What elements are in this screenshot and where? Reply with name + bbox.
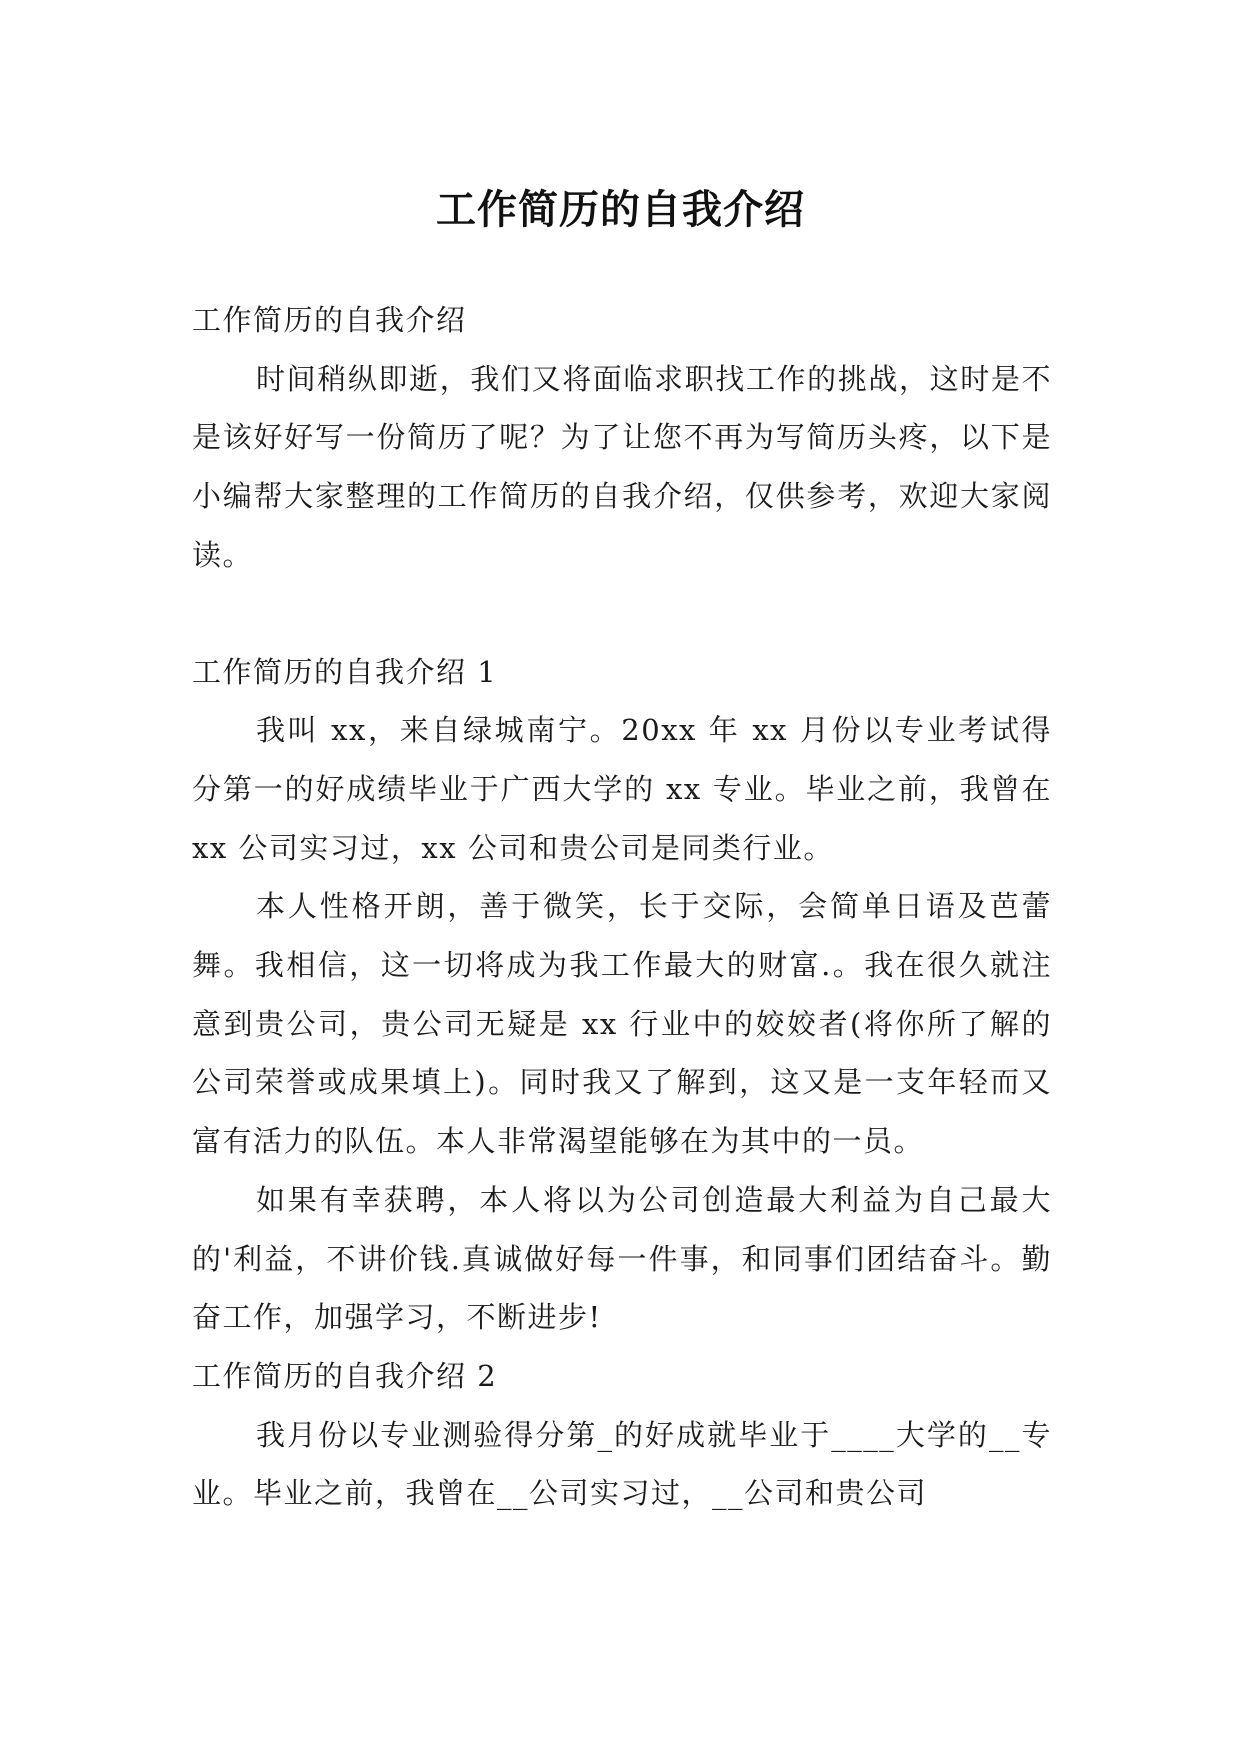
section-spacer — [192, 585, 1052, 643]
section-2-heading: 工作简历的自我介绍 2 — [192, 1358, 498, 1393]
section-1-paragraph-1: 我叫 xx，来自绿城南宁。20xx 年 xx 月份以专业考试得分第一的好成绩毕业于广西大学的 xx 专业。毕业之前，我曾在 xx 公司实习过，xx 公司和贵公司是同类行业。 — [192, 713, 1052, 865]
section-1-paragraph-2: 本人性格开朗，善于微笑，长于交际，会简单日语及芭蕾舞。我相信，这一切将成为我工作最大的财富.。我在很久就注意到贵公司，贵公司无疑是 xx 行业中的姣姣者(将你所了解的公司荣誉或成果填上)。同时我又了解到，这又是一支年轻而又富有活力的队伍。本人非常渴望能够在为其中的一员。 — [192, 889, 1052, 1159]
section-2-paragraph-1: 我月份以专业测验得分第_的好成就毕业于____大学的__专业。毕业之前，我曾在__公司实习过，__公司和贵公司 — [192, 1417, 1052, 1511]
intro-paragraph: 时间稍纵即逝，我们又将面临求职找工作的挑战，这时是不是该好好写一份简历了呢？为了让您不再为写简历头疼，以下是小编帮大家整理的工作简历的自我介绍，仅供参考，欢迎大家阅读。 — [192, 361, 1052, 572]
document-body — [192, 291, 1052, 1523]
section-1-heading: 工作简历的自我介绍 1 — [192, 654, 498, 689]
intro-heading: 工作简历的自我介绍 — [192, 303, 467, 337]
section-1-paragraph-3: 如果有幸获聘，本人将以为公司创造最大利益为自己最大的'利益，不讲价钱.真诚做好每一件事，和同事们团结奋斗。勤奋工作，加强学习，不断进步! — [192, 1182, 1052, 1335]
document-title: 工作简历的自我介绍 — [436, 185, 805, 233]
